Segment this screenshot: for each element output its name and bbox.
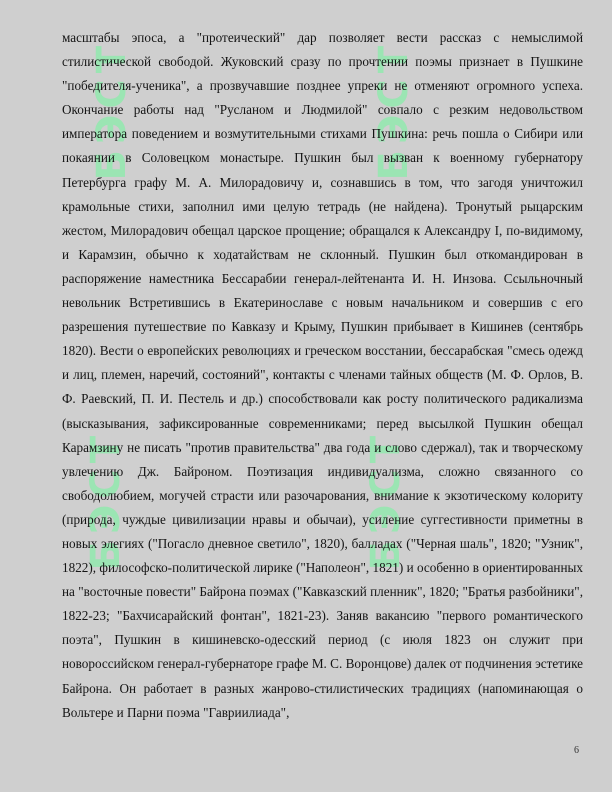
watermark-top-right: БЭСТ [371,40,417,181]
page-number: 6 [574,745,579,756]
watermark-bottom-left: БЭСТ [83,430,129,571]
watermark-bottom-right: БЭСТ [363,430,409,571]
paragraph: масштабы эпоса, а "протеический" дар позволяет вести рассказ с немыслимой стилистической свободой. Жуковский сразу по прочтении поэмы признает в Пушкине "победителя-ученика", а прозвучавшие позднее упреки не отменяют огромного успеха. Окончание работы над "Русланом и Людмилой" совпало с резким недовольством императора поведением и возмутительными стихами Пушкина: речь пошла о Сибири или покаянии в Соловецком монастыре. Пушкин был вызван к военному губернатору Петербурга графу М. А. Милорадовичу и, сознавшись в том, что загодя уничтожил крамольные стихи, заполнил ими целую тетрадь (не найдена). Тронутый рыцарским жестом, Милорадович обещал царское прощение; обращался к Александру I, по-видимому, и Карамзин, обычно к ходатайствам не склонный. Пушкин был откомандирован в распоряжение наместника Бессарабии генерал-лейтенанта И. Н. Инзова. Ссыльночный невольник Встретившись в Екатеринославе с новым начальником и совершив с его разрешения путешествие по Кавказу и Крыму, Пушкин прибывает в Кишинев (сентябрь 1820). Вести о европейских революциях и греческом восстании, бессарабская "смесь одежд и лиц, племен, наречий, состояний", контакты с членами тайных обществ (М. Ф. Орлов, В. Ф. Раевский, П. И. Пестель и др.) способствовали как росту политического радикализма (высказывания, зафиксированные современниками; перед высылкой Пушкин обещал Карамзину не писать "против правительства" два года и слово сдержал), так и творческому увлечению Дж. Байроном. Поэтизация индивидуализма, сложно связанного со свободолюбием, могучей страсти или разочарования, внимание к экзотическому колориту (природа, чуждые цивилизации нравы и обычаи), усиление суггестивности приметны в новых элегиях ("Погасло дневное светило", 1820), балладах ("Черная шаль", 1820; "Узник", 1822), философско-политической лирике ("Наполеон", 1821) и особенно в ориентированных на "восточные повести" Байрона поэмах ("Кавказский пленник", 1820; "Братья разбойники", 1822-23; "Бахчисарайский фонтан", 1821-23). Заняв вакансию "первого романтического поэта", Пушкин в кишиневско-одесский период (с июля 1823 он служит при новороссийском генерал-губернаторе графе М. С. Воронцове) далек от подчинения эстетике Байрона. Он работает в разных жанрово-стилистических традициях (напоминающая о Вольтере и Парни поэма "Гавриилиада", [62,30,583,720]
body-text [62,26,583,725]
watermark-top-left: БЭСТ [89,40,135,181]
